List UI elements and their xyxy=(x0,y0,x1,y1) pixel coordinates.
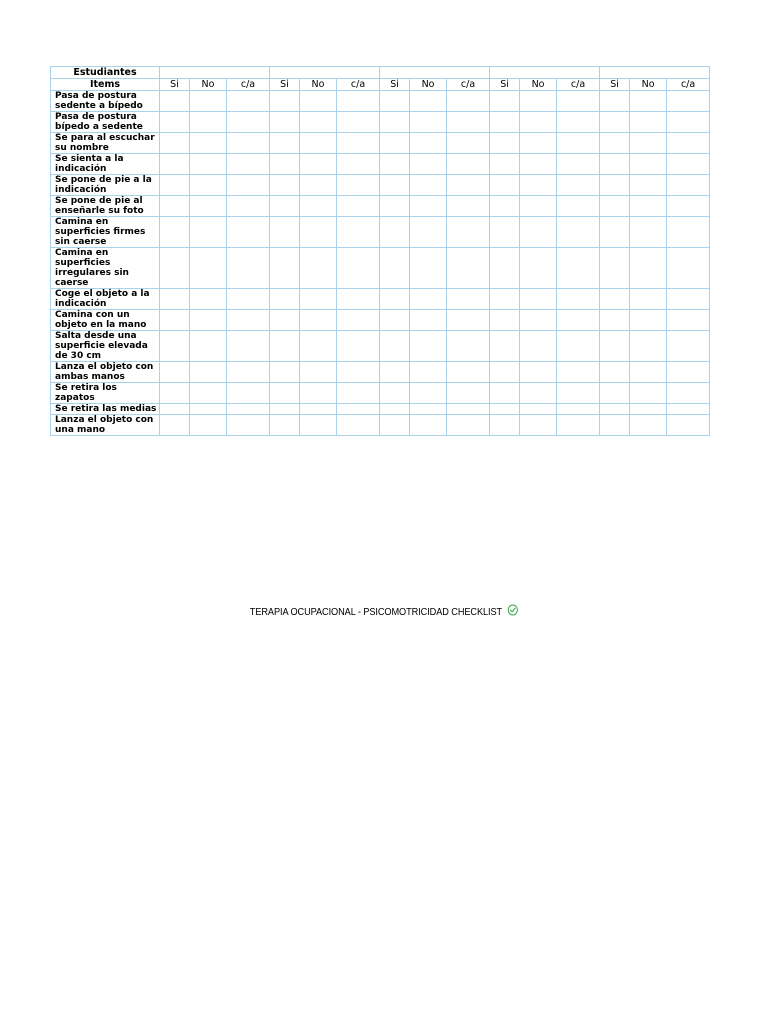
check-cell[interactable] xyxy=(227,404,270,415)
check-cell[interactable] xyxy=(490,154,520,175)
option-header: Si xyxy=(600,79,630,91)
check-cell[interactable] xyxy=(270,415,300,436)
document-caption xyxy=(31,606,738,619)
check-cell[interactable] xyxy=(337,217,380,248)
option-header: No xyxy=(520,79,557,91)
item-label: Coge el objeto a la indicación xyxy=(51,289,160,310)
item-label: Camina con un objeto en la mano xyxy=(51,310,160,331)
item-label: Pasa de postura bípedo a sedente xyxy=(51,112,160,133)
check-cell[interactable] xyxy=(190,91,227,112)
check-cell[interactable] xyxy=(300,331,337,362)
check-cell[interactable] xyxy=(300,91,337,112)
check-cell[interactable] xyxy=(160,383,190,404)
check-cell[interactable] xyxy=(300,196,337,217)
check-cell[interactable] xyxy=(300,404,337,415)
check-cell[interactable] xyxy=(520,362,557,383)
item-label: Lanza el objeto con ambas manos xyxy=(51,362,160,383)
check-cell[interactable] xyxy=(380,196,410,217)
check-cell[interactable] xyxy=(337,310,380,331)
check-cell[interactable] xyxy=(600,289,630,310)
check-cell[interactable] xyxy=(160,310,190,331)
check-cell[interactable] xyxy=(630,404,667,415)
check-cell[interactable] xyxy=(520,383,557,404)
option-header: No xyxy=(190,79,227,91)
check-cell[interactable] xyxy=(270,91,300,112)
check-cell[interactable] xyxy=(380,217,410,248)
item-label: Se pone de pie al enseñarle su foto xyxy=(51,196,160,217)
check-cell[interactable] xyxy=(410,248,447,289)
check-cell[interactable] xyxy=(227,154,270,175)
check-cell[interactable] xyxy=(270,112,300,133)
check-cell[interactable] xyxy=(667,383,710,404)
check-cell[interactable] xyxy=(337,383,380,404)
check-cell[interactable] xyxy=(337,289,380,310)
item-label: Pasa de postura sedente a bípedo xyxy=(51,91,160,112)
check-cell[interactable] xyxy=(447,415,490,436)
check-cell[interactable] xyxy=(227,217,270,248)
option-header: c/a xyxy=(447,79,490,91)
check-cell[interactable] xyxy=(490,217,520,248)
check-cell[interactable] xyxy=(270,362,300,383)
check-cell[interactable] xyxy=(630,196,667,217)
check-cell[interactable] xyxy=(160,217,190,248)
item-label: Se retira las medias xyxy=(51,404,160,415)
check-cell[interactable] xyxy=(410,196,447,217)
check-cell[interactable] xyxy=(227,362,270,383)
check-cell[interactable] xyxy=(447,154,490,175)
check-cell[interactable] xyxy=(557,404,600,415)
check-cell[interactable] xyxy=(380,331,410,362)
check-cell[interactable] xyxy=(270,175,300,196)
check-cell[interactable] xyxy=(380,362,410,383)
check-cell[interactable] xyxy=(337,175,380,196)
check-cell[interactable] xyxy=(270,310,300,331)
table-row xyxy=(51,289,710,310)
check-cell[interactable] xyxy=(557,112,600,133)
option-header: No xyxy=(630,79,667,91)
table-row xyxy=(51,404,710,415)
check-cell[interactable] xyxy=(557,383,600,404)
check-cell[interactable] xyxy=(490,415,520,436)
check-cell[interactable] xyxy=(160,404,190,415)
check-cell[interactable] xyxy=(190,154,227,175)
table-row xyxy=(51,91,710,112)
check-cell[interactable] xyxy=(557,196,600,217)
check-cell[interactable] xyxy=(520,404,557,415)
check-cell[interactable] xyxy=(447,331,490,362)
check-cell[interactable] xyxy=(600,383,630,404)
check-cell[interactable] xyxy=(380,404,410,415)
check-cell[interactable] xyxy=(667,133,710,154)
check-cell[interactable] xyxy=(520,175,557,196)
check-cell[interactable] xyxy=(667,91,710,112)
option-header: c/a xyxy=(667,79,710,91)
check-cell[interactable] xyxy=(490,362,520,383)
check-cell[interactable] xyxy=(337,362,380,383)
check-cell[interactable] xyxy=(600,154,630,175)
item-label: Se retira los zapatos xyxy=(51,383,160,404)
check-cell[interactable] xyxy=(190,383,227,404)
check-cell[interactable] xyxy=(520,217,557,248)
check-cell[interactable] xyxy=(300,310,337,331)
item-label: Se para al escuchar su nombre xyxy=(51,133,160,154)
check-cell[interactable] xyxy=(227,289,270,310)
student-name-cell[interactable] xyxy=(600,67,710,79)
check-cell[interactable] xyxy=(557,154,600,175)
check-cell[interactable] xyxy=(557,310,600,331)
check-cell[interactable] xyxy=(227,112,270,133)
check-cell[interactable] xyxy=(300,289,337,310)
check-cell[interactable] xyxy=(227,383,270,404)
table-row xyxy=(51,415,710,436)
check-cell[interactable] xyxy=(300,154,337,175)
check-cell[interactable] xyxy=(190,404,227,415)
check-cell[interactable] xyxy=(300,383,337,404)
check-cell[interactable] xyxy=(557,91,600,112)
check-cell[interactable] xyxy=(600,175,630,196)
check-cell[interactable] xyxy=(490,196,520,217)
check-cell[interactable] xyxy=(520,415,557,436)
check-cell[interactable] xyxy=(410,310,447,331)
check-cell[interactable] xyxy=(160,91,190,112)
check-cell[interactable] xyxy=(337,154,380,175)
check-cell[interactable] xyxy=(410,383,447,404)
item-label: Camina en superficies irregulares sin caerse xyxy=(51,248,160,289)
check-cell[interactable] xyxy=(380,112,410,133)
check-cell[interactable] xyxy=(667,362,710,383)
check-cell[interactable] xyxy=(270,404,300,415)
check-cell[interactable] xyxy=(667,415,710,436)
option-header: Si xyxy=(160,79,190,91)
check-cell[interactable] xyxy=(600,415,630,436)
option-header: Si xyxy=(490,79,520,91)
check-cell[interactable] xyxy=(490,404,520,415)
check-cell[interactable] xyxy=(600,133,630,154)
check-cell[interactable] xyxy=(630,289,667,310)
table-row xyxy=(51,133,710,154)
check-cell[interactable] xyxy=(600,112,630,133)
check-cell[interactable] xyxy=(160,289,190,310)
check-cell[interactable] xyxy=(160,133,190,154)
table-row xyxy=(51,310,710,331)
check-cell[interactable] xyxy=(160,248,190,289)
check-cell[interactable] xyxy=(557,331,600,362)
check-cell[interactable] xyxy=(190,112,227,133)
option-header: No xyxy=(410,79,447,91)
check-cell[interactable] xyxy=(667,310,710,331)
table-row xyxy=(51,331,710,362)
table-row xyxy=(51,154,710,175)
item-label: Se sienta a la indicación xyxy=(51,154,160,175)
check-cell[interactable] xyxy=(557,248,600,289)
check-cell[interactable] xyxy=(447,133,490,154)
option-header: No xyxy=(300,79,337,91)
option-header: c/a xyxy=(337,79,380,91)
check-cell[interactable] xyxy=(447,248,490,289)
check-cell[interactable] xyxy=(520,310,557,331)
check-cell[interactable] xyxy=(667,154,710,175)
check-cell[interactable] xyxy=(490,310,520,331)
item-label: Lanza el objeto con una mano xyxy=(51,415,160,436)
check-cell[interactable] xyxy=(630,362,667,383)
check-cell[interactable] xyxy=(300,217,337,248)
check-cell[interactable] xyxy=(520,112,557,133)
table-row xyxy=(51,217,710,248)
check-cell[interactable] xyxy=(300,112,337,133)
check-cell[interactable] xyxy=(190,248,227,289)
check-cell[interactable] xyxy=(190,175,227,196)
student-name-cell[interactable] xyxy=(380,67,490,79)
check-cell[interactable] xyxy=(300,415,337,436)
table-row xyxy=(51,383,710,404)
check-cell[interactable] xyxy=(300,175,337,196)
check-cell[interactable] xyxy=(630,310,667,331)
check-cell[interactable] xyxy=(300,248,337,289)
check-cell[interactable] xyxy=(190,217,227,248)
check-cell[interactable] xyxy=(160,331,190,362)
check-cell[interactable] xyxy=(227,415,270,436)
check-cell[interactable] xyxy=(667,217,710,248)
check-cell[interactable] xyxy=(270,133,300,154)
options-header-row xyxy=(51,79,710,91)
item-label: Salta desde una superficie elevada de 30 cm xyxy=(51,331,160,362)
check-cell[interactable] xyxy=(520,331,557,362)
check-cell[interactable] xyxy=(520,196,557,217)
items-header: Items xyxy=(51,79,160,91)
check-cell[interactable] xyxy=(270,331,300,362)
check-cell[interactable] xyxy=(410,133,447,154)
check-cell[interactable] xyxy=(490,248,520,289)
check-cell[interactable] xyxy=(380,289,410,310)
check-cell[interactable] xyxy=(160,362,190,383)
check-cell[interactable] xyxy=(630,248,667,289)
option-header: Si xyxy=(380,79,410,91)
check-cell[interactable] xyxy=(630,133,667,154)
check-cell[interactable] xyxy=(447,310,490,331)
check-cell[interactable] xyxy=(490,175,520,196)
option-header: c/a xyxy=(227,79,270,91)
check-cell[interactable] xyxy=(270,154,300,175)
item-label: Camina en superficies firmes sin caerse xyxy=(51,217,160,248)
check-cell[interactable] xyxy=(630,154,667,175)
student-name-cell[interactable] xyxy=(160,67,270,79)
check-cell[interactable] xyxy=(600,362,630,383)
check-cell[interactable] xyxy=(380,383,410,404)
check-cell[interactable] xyxy=(600,310,630,331)
check-cell[interactable] xyxy=(600,196,630,217)
check-cell[interactable] xyxy=(490,289,520,310)
check-cell[interactable] xyxy=(300,133,337,154)
check-cell[interactable] xyxy=(447,112,490,133)
check-cell[interactable] xyxy=(300,362,337,383)
check-cell[interactable] xyxy=(600,248,630,289)
check-cell[interactable] xyxy=(270,217,300,248)
check-cell[interactable] xyxy=(600,217,630,248)
check-cell[interactable] xyxy=(410,217,447,248)
check-cell[interactable] xyxy=(160,112,190,133)
check-cell[interactable] xyxy=(630,175,667,196)
check-cell[interactable] xyxy=(337,91,380,112)
check-cell[interactable] xyxy=(410,404,447,415)
check-cell[interactable] xyxy=(190,133,227,154)
check-cell[interactable] xyxy=(447,362,490,383)
check-cell[interactable] xyxy=(490,383,520,404)
check-cell[interactable] xyxy=(490,112,520,133)
check-cell[interactable] xyxy=(270,383,300,404)
check-cell[interactable] xyxy=(447,289,490,310)
check-cell[interactable] xyxy=(490,331,520,362)
check-cell[interactable] xyxy=(337,133,380,154)
check-cell[interactable] xyxy=(380,154,410,175)
check-cell[interactable] xyxy=(667,175,710,196)
table-row xyxy=(51,175,710,196)
check-cell[interactable] xyxy=(557,133,600,154)
option-header: c/a xyxy=(557,79,600,91)
check-cell[interactable] xyxy=(410,91,447,112)
check-cell[interactable] xyxy=(600,404,630,415)
student-name-cell[interactable] xyxy=(270,67,380,79)
checklist-table xyxy=(50,66,710,436)
check-cell[interactable] xyxy=(227,196,270,217)
check-cell[interactable] xyxy=(557,362,600,383)
check-cell[interactable] xyxy=(380,248,410,289)
check-cell[interactable] xyxy=(190,415,227,436)
check-cell[interactable] xyxy=(227,133,270,154)
check-cell[interactable] xyxy=(380,310,410,331)
check-cell[interactable] xyxy=(380,133,410,154)
table-row xyxy=(51,248,710,289)
caption-text: TERAPIA OCUPACIONAL - PSICOMOTRICIDAD CHECKLIST xyxy=(249,607,502,619)
table-row xyxy=(51,112,710,133)
check-cell[interactable] xyxy=(380,175,410,196)
check-cell[interactable] xyxy=(227,331,270,362)
check-cell[interactable] xyxy=(270,289,300,310)
check-cell[interactable] xyxy=(447,91,490,112)
check-cell[interactable] xyxy=(410,154,447,175)
check-cell[interactable] xyxy=(160,196,190,217)
check-cell[interactable] xyxy=(190,196,227,217)
check-cell[interactable] xyxy=(410,112,447,133)
check-cell[interactable] xyxy=(160,415,190,436)
check-cell[interactable] xyxy=(557,289,600,310)
check-cell[interactable] xyxy=(630,331,667,362)
check-cell[interactable] xyxy=(160,154,190,175)
check-cell[interactable] xyxy=(630,383,667,404)
check-cell[interactable] xyxy=(630,112,667,133)
student-name-cell[interactable] xyxy=(490,67,600,79)
check-cell[interactable] xyxy=(380,91,410,112)
check-cell[interactable] xyxy=(630,415,667,436)
check-cell[interactable] xyxy=(667,112,710,133)
check-cell[interactable] xyxy=(447,196,490,217)
check-cell[interactable] xyxy=(270,196,300,217)
check-cell[interactable] xyxy=(447,217,490,248)
check-cell[interactable] xyxy=(667,196,710,217)
item-label: Se pone de pie a la indicación xyxy=(51,175,160,196)
check-cell[interactable] xyxy=(600,91,630,112)
check-cell[interactable] xyxy=(410,289,447,310)
check-cell[interactable] xyxy=(270,248,300,289)
check-cell[interactable] xyxy=(520,91,557,112)
check-cell[interactable] xyxy=(490,91,520,112)
check-cell[interactable] xyxy=(630,91,667,112)
header-row xyxy=(51,67,710,79)
check-cell[interactable] xyxy=(630,217,667,248)
check-cell[interactable] xyxy=(520,248,557,289)
check-cell[interactable] xyxy=(490,133,520,154)
check-cell[interactable] xyxy=(667,331,710,362)
check-cell[interactable] xyxy=(190,289,227,310)
check-cell[interactable] xyxy=(337,196,380,217)
check-cell[interactable] xyxy=(667,289,710,310)
check-cell[interactable] xyxy=(160,175,190,196)
check-cell[interactable] xyxy=(410,331,447,362)
check-cell[interactable] xyxy=(410,415,447,436)
table-row xyxy=(51,196,710,217)
students-header: Estudiantes xyxy=(51,67,160,79)
check-cell[interactable] xyxy=(190,310,227,331)
check-cell[interactable] xyxy=(410,175,447,196)
check-cell[interactable] xyxy=(337,331,380,362)
check-cell[interactable] xyxy=(447,383,490,404)
check-cell[interactable] xyxy=(337,415,380,436)
check-cell[interactable] xyxy=(667,404,710,415)
check-cell[interactable] xyxy=(337,404,380,415)
check-cell[interactable] xyxy=(557,415,600,436)
check-cell[interactable] xyxy=(520,289,557,310)
check-cell[interactable] xyxy=(667,248,710,289)
check-cell[interactable] xyxy=(520,154,557,175)
check-cell[interactable] xyxy=(447,175,490,196)
check-circle-icon xyxy=(507,604,518,619)
check-cell[interactable] xyxy=(227,248,270,289)
check-cell[interactable] xyxy=(600,331,630,362)
check-cell[interactable] xyxy=(557,217,600,248)
check-cell[interactable] xyxy=(380,415,410,436)
check-cell[interactable] xyxy=(410,362,447,383)
table-row xyxy=(51,362,710,383)
check-cell[interactable] xyxy=(337,112,380,133)
check-cell[interactable] xyxy=(227,310,270,331)
check-cell[interactable] xyxy=(557,175,600,196)
check-cell[interactable] xyxy=(520,133,557,154)
check-cell[interactable] xyxy=(227,91,270,112)
check-cell[interactable] xyxy=(190,362,227,383)
check-cell[interactable] xyxy=(447,404,490,415)
check-cell[interactable] xyxy=(227,175,270,196)
option-header: Si xyxy=(270,79,300,91)
check-cell[interactable] xyxy=(337,248,380,289)
check-cell[interactable] xyxy=(190,331,227,362)
